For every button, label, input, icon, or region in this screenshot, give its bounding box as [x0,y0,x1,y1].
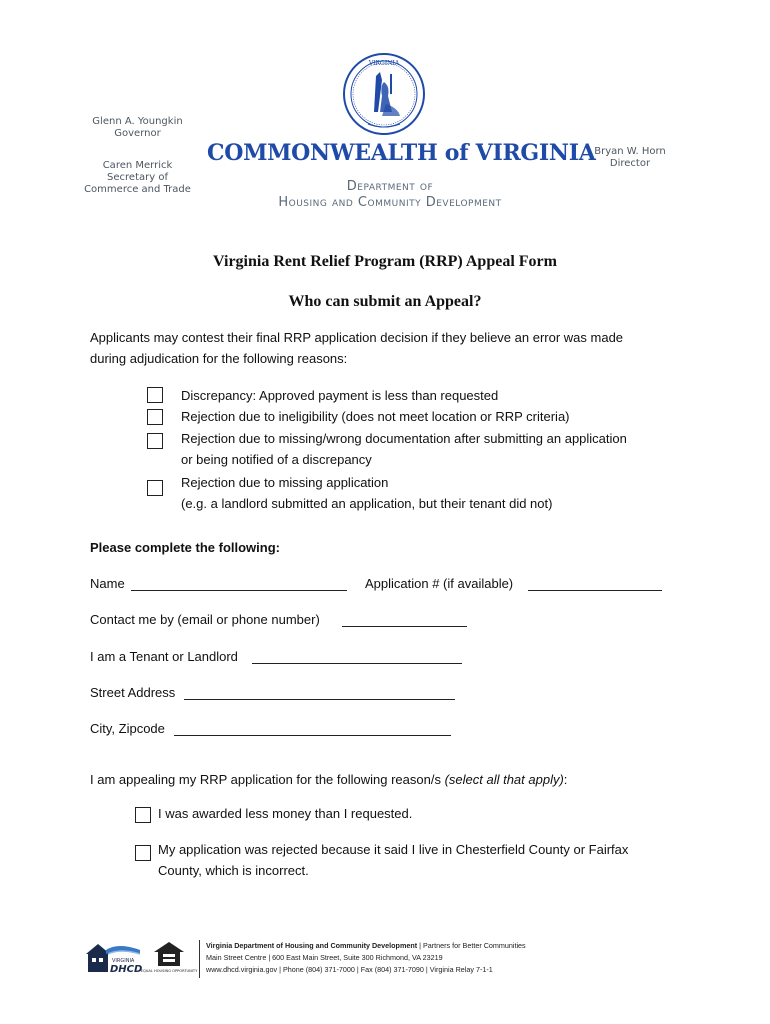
reason-discrepancy-checkbox[interactable] [147,387,163,403]
intro-line2: during adjudication for the following reasons: [90,351,348,366]
dhcd-logo [84,940,142,974]
application-input[interactable] [528,578,662,591]
virginia-seal-logo [342,52,426,136]
complete-heading: Please complete the following: [90,540,280,555]
application-label: Application # (if available) [365,576,514,591]
footer-text [206,940,526,976]
governor-name: Glenn A. Youngkin [92,116,183,127]
dept-line1: Department of [346,179,434,194]
footer-divider [199,940,200,978]
footer-contact: www.dhcd.virginia.gov | Phone (804) 371-7000 | Fax (804) 371-7090 | Virginia Relay 7-1-1 [206,965,493,974]
appeal-county-checkbox[interactable] [135,845,151,861]
reason-ineligibility-checkbox[interactable] [147,409,163,425]
appeal-lead [90,770,567,790]
reason-missing-app-label-cont: (e.g. a landlord submitted an application, but their tenant did not) [181,496,553,511]
dhcd-logo-small-text: VIRGINIA [112,958,135,964]
secretary-block [80,160,195,196]
appeal-less-money-checkbox[interactable] [135,807,151,823]
reason-documentation-label: Rejection due to missing/wrong documentation after submitting an application [181,431,627,446]
governor-block [80,116,195,140]
director-block [590,146,670,170]
dhcd-logo-text: DHCD [110,964,143,975]
reason-ineligibility-label: Rejection due to ineligibility (does not meet location or RRP criteria) [181,409,570,424]
form-subtitle: Who can submit an Appeal? [288,293,482,310]
reason-documentation-checkbox[interactable] [147,433,163,449]
reason-documentation-label-cont: or being notified of a discrepancy [181,452,372,467]
tenant-landlord-input[interactable] [252,651,462,664]
contact-label: Contact me by (email or phone number) [90,612,320,627]
reason-missing-app-checkbox[interactable] [147,480,163,496]
name-label: Name [90,576,125,591]
commonwealth-heading: COMMONWEALTH of VIRGINIA [207,140,596,166]
street-address-label: Street Address [90,685,176,700]
appeal-lead-text: I am appealing my RRP application for the following reason/s [90,772,445,787]
footer-org-tagline: | Partners for Better Communities [417,941,526,950]
seal-text: VIRGINIA [368,60,400,67]
tenant-landlord-label: I am a Tenant or Landlord [90,649,238,664]
contact-input[interactable] [342,614,467,627]
secretary-name: Caren Merrick [102,160,173,171]
secretary-title-line2: Commerce and Trade [84,184,191,195]
footer-org-line [206,940,526,952]
street-address-input[interactable] [184,687,455,700]
director-name: Bryan W. Horn [594,146,666,157]
appeal-less-money-label: I was awarded less money than I requested. [158,806,413,821]
governor-title: Governor [114,128,161,139]
equal-housing-icon [140,940,198,974]
appeal-county-label-cont: County, which is incorrect. [158,863,309,878]
city-zipcode-label: City, Zipcode [90,721,165,736]
form-title: Virginia Rent Relief Program (RRP) Appeal Form [213,253,557,270]
dept-line2: Housing and Community Development [278,195,502,210]
equal-housing-text: EQUAL HOUSING OPPORTUNITY [140,969,198,973]
footer-org-name: Virginia Department of Housing and Community Development [206,941,418,950]
reason-discrepancy-label: Discrepancy: Approved payment is less than requested [181,388,499,403]
intro-line1: Applicants may contest their final RRP application decision if they believe an error was made [90,330,624,345]
director-title: Director [609,158,651,169]
reason-missing-app-label: Rejection due to missing application [181,475,389,490]
name-input[interactable] [131,578,347,591]
appeal-lead-end: : [563,772,568,787]
footer-address: Main Street Centre | 600 East Main Street, Suite 300 Richmond, VA 23219 [206,953,443,962]
secretary-title-line1: Secretary of [107,172,168,183]
appeal-county-label: My application was rejected because it said I live in Chesterfield County or Fairfax [158,842,629,857]
appeal-lead-italic: (select all that apply) [444,772,564,787]
city-zipcode-input[interactable] [174,723,451,736]
